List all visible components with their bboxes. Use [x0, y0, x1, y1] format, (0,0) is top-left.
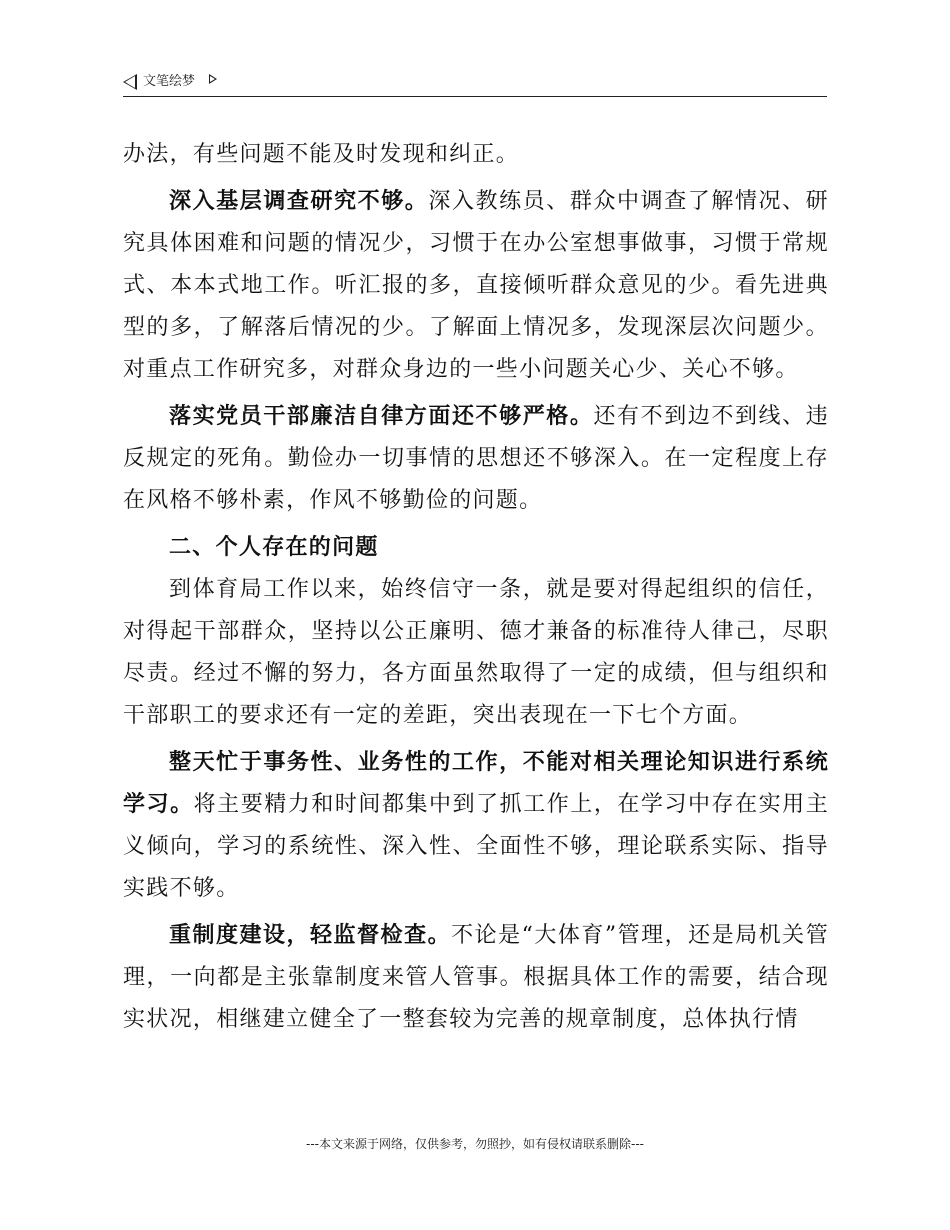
- paragraph-continuation: [123, 134, 829, 176]
- paragraph-lead: 落实党员干部廉洁自律方面还不够严格。: [169, 404, 594, 429]
- section-heading-text: 二、个人存在的问题: [169, 535, 379, 560]
- page-header: [123, 72, 827, 97]
- triangle-left-icon: [123, 74, 137, 90]
- paragraph-text: 到体育局工作以来，始终信守一条，就是要对得起组织的信任，对得起干部群众，坚持以公正廉明、德才兼备的标准待人律己，尽职尽责。经过不懈的努力，各方面虽然取得了一定的成绩，但与组织和干部职工的要求还有一定的差距，突出表现在一下七个方面。: [123, 577, 829, 728]
- header-brand: 文笔绘梦: [143, 74, 196, 89]
- paragraph-grassroots-research: [123, 181, 829, 391]
- paragraph-supervision: [123, 915, 829, 1041]
- document-body: [123, 134, 829, 1041]
- paragraph-text: 不论是“大体育”管理，还是局机关管理，一向都是主张靠制度来管人管事。根据具体工作的需要，结合现实状况，相继建立健全了一整套较为完善的规章制度，总体执行情: [123, 923, 829, 1032]
- triangle-right-icon: [209, 74, 217, 84]
- paragraph-self-discipline: [123, 396, 829, 522]
- paragraph-lead: 整天忙于事务性、业务性的工作，不能对相关理论知识进行系统学习。: [123, 750, 829, 817]
- paragraph-text: 还有不到边不到线、违反规定的死角。勤俭办一切事情的思想还不够深入。在一定程度上存在风格不够朴素，作风不够勤俭的问题。: [123, 404, 829, 513]
- paragraph-lead: 深入基层调查研究不够。: [169, 189, 429, 214]
- paragraph-text: 办法，有些问题不能及时发现和纠正。: [123, 142, 520, 167]
- page-footer: ---本文来源于网络，仅供参考，勿照抄，如有侵权请联系删除---: [306, 1137, 644, 1151]
- paragraph-text: 将主要精力和时间都集中到了抓工作上，在学习中存在实用主义倾向，学习的系统性、深入性、全面性不够，理论联系实际、指导实践不够。: [123, 792, 829, 901]
- paragraph-personal-intro: [123, 569, 829, 737]
- paragraph-text: 深入教练员、群众中调查了解情况、研究具体困难和问题的情况少，习惯于在办公室想事做事，习惯于常规式、本本式地工作。听汇报的多，直接倾听群众意见的少。看先进典型的多，了解落后情况的少。了解面上情况多，发现深层次问题少。对重点工作研究多，对群众身边的一些小问题关心少、关心不够。: [123, 189, 829, 382]
- paragraph-theory-study: [123, 742, 829, 910]
- paragraph-lead: 重制度建设，轻监督检查。: [169, 923, 452, 948]
- section-heading: [123, 527, 829, 569]
